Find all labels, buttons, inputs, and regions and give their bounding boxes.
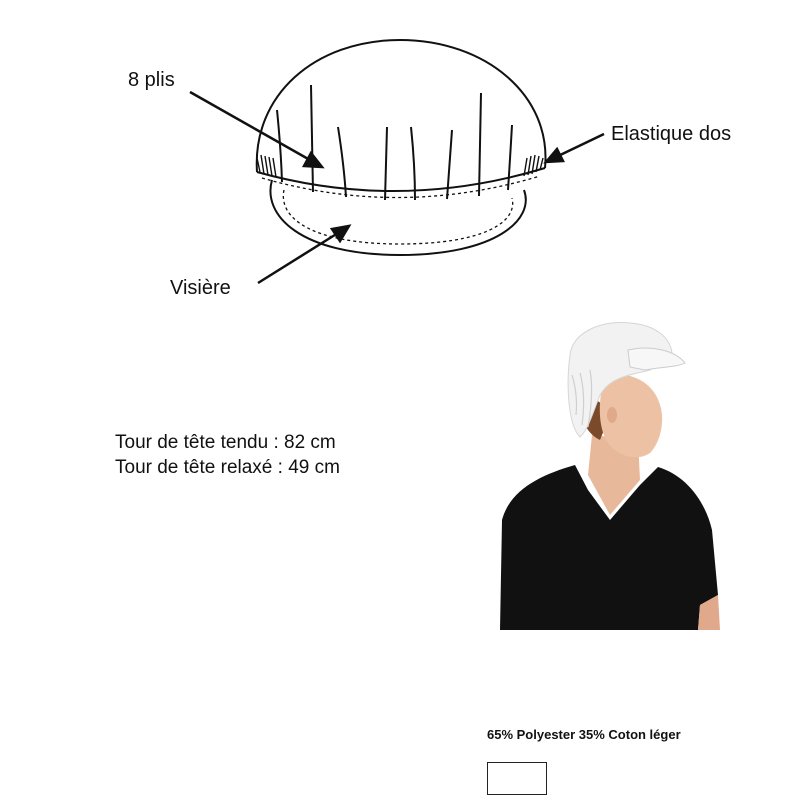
- elastic-arrowhead: [546, 149, 563, 162]
- cap-visor-stitching: [283, 190, 512, 244]
- pleat-line: [508, 125, 512, 190]
- fabric-composition: 65% Polyester 35% Coton léger: [487, 727, 681, 742]
- elastic-arrow: [556, 134, 604, 157]
- pleat-line: [311, 85, 313, 192]
- pleat-line: [277, 110, 282, 182]
- head-measurements: [115, 430, 340, 480]
- relaxed-measurement: Tour de tête relaxé : 49 cm: [115, 457, 340, 478]
- stretched-measurement: Tour de tête tendu : 82 cm: [115, 432, 336, 453]
- color-swatch-white: [487, 762, 547, 795]
- cap-pleats: [277, 85, 512, 200]
- model-wearing-cap-photo: [500, 315, 720, 630]
- visor-arrowhead: [332, 226, 349, 241]
- pleat-line: [385, 127, 387, 200]
- back-elastic-label: Elastique dos: [611, 123, 732, 145]
- pleats-label: 8 plis: [128, 69, 175, 91]
- visor-arrow: [258, 233, 338, 283]
- pleat-line: [479, 93, 481, 196]
- pleats-arrowhead: [304, 153, 322, 167]
- cap-band-edge: [257, 168, 545, 191]
- visor-label: Visière: [170, 277, 231, 299]
- ear: [607, 407, 617, 423]
- cap-technical-drawing: [0, 0, 800, 320]
- pleat-line: [338, 127, 346, 197]
- cap-visor: [628, 348, 685, 370]
- pleat-line: [411, 127, 415, 200]
- cap-crown-outline: [257, 40, 546, 172]
- pleats-arrow: [190, 92, 310, 160]
